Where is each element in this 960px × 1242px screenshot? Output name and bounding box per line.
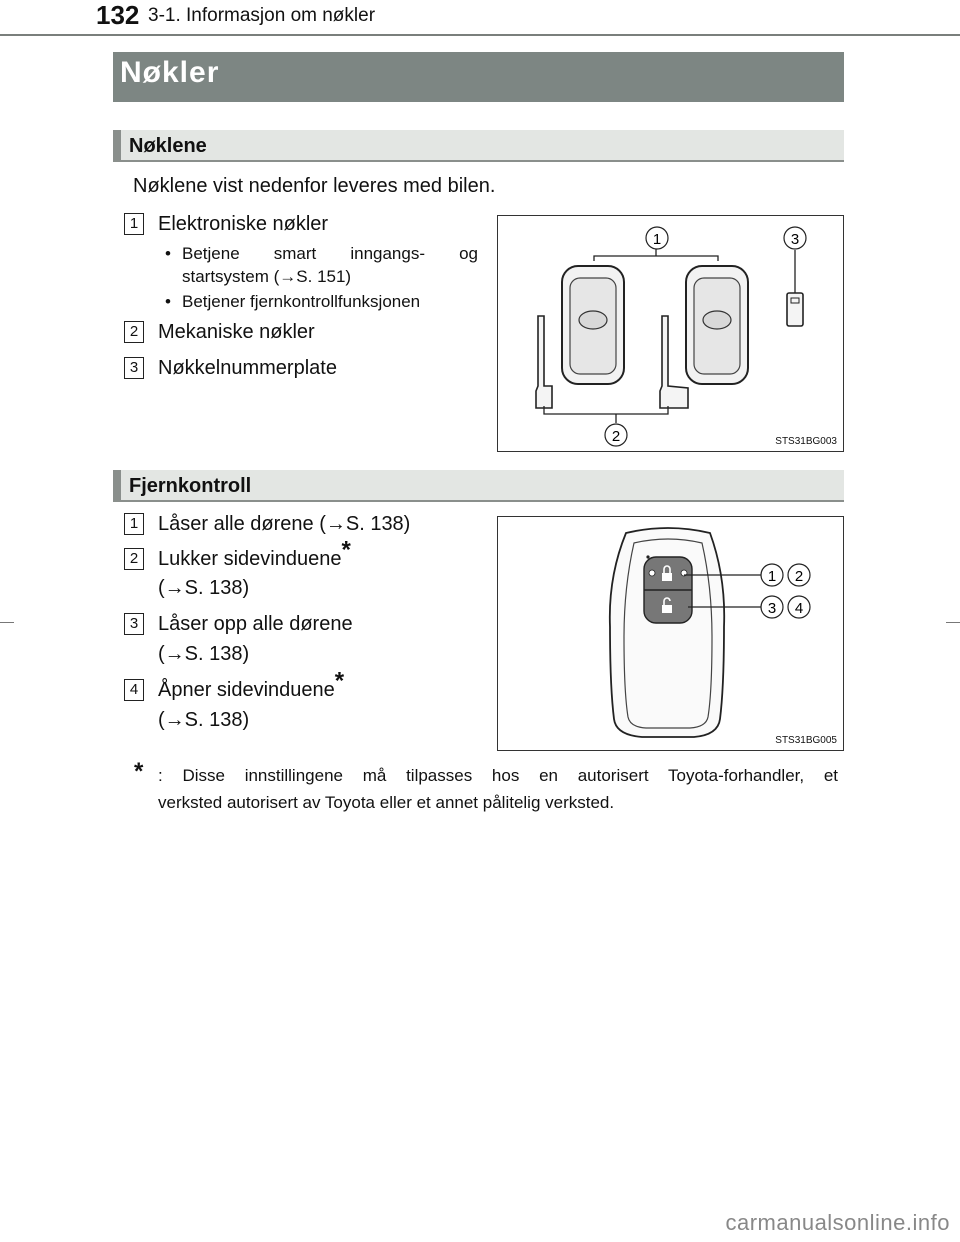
watermark: carmanualsonline.info [725,1210,950,1235]
item-close-windows-ref: (→S. 138) [158,577,250,599]
remote-heading-accent [113,470,121,502]
item-unlock-doors-ref: (→S. 138) [158,643,250,665]
asterisk-mark: * [334,667,345,695]
callout-label: 3 [790,231,800,248]
footnote-marker: * [134,758,144,785]
remote-heading: Fjernkontroll [129,475,252,497]
callout-label: 2 [794,568,804,585]
crop-mark [0,622,14,623]
keys-heading-accent [113,130,121,162]
item-open-windows-text: Åpner sidevinduene [158,679,335,701]
footnote-line-1: : Disse innstillingene må tilpasses hos en autorisert Toyota-forhandler, et [158,766,838,785]
title-bar [113,52,844,102]
remote-illustration [498,517,843,750]
crop-mark [946,622,960,623]
page-number: 132 [96,0,140,30]
bullet-remote-function: Betjener fjernkontrollfunksjonen [182,292,421,311]
item-number-3: 3 [124,357,144,379]
keys-intro: Nøklene vist nedenfor leveres med bilen. [133,175,496,197]
remote-fob-icon [610,528,724,737]
item-close-windows [158,536,351,571]
item-lock-all-doors: Låser alle dørene (→S. 138) [158,513,411,535]
bullet-smart-entry-ref: startsystem (→S. 151) [182,267,352,286]
item-number-1: 1 [124,513,144,535]
callout-label: 1 [652,231,662,248]
keys-illustration [498,216,843,451]
item-close-windows-text: Lukker sidevinduene [158,548,342,570]
item-number-3: 3 [124,613,144,635]
smart-key-fob-icon [562,266,624,384]
bullet-dot: • [165,292,171,311]
item-number-4: 4 [124,679,144,701]
smart-key-fob-icon [686,266,748,384]
item-open-windows-ref: (→S. 138) [158,709,250,731]
item-unlock-doors: Låser opp alle dørene [158,613,353,635]
figure-code: STS31BG003 [775,436,837,447]
figure-code: STS31BG005 [775,735,837,746]
item-key-number-plate: Nøkkelnummerplate [158,357,337,379]
item-number-1: 1 [124,213,144,235]
item-number-2: 2 [124,321,144,343]
footnote-line-2: verksted autorisert av Toyota eller et annet pålitelig verksted. [158,793,615,812]
bullet-smart-entry: Betjene smart inngangs- og [182,244,478,263]
item-mechanical-keys: Mekaniske nøkler [158,321,315,343]
keys-heading-bar [113,130,844,162]
item-number-2: 2 [124,548,144,570]
callout-label: 1 [767,568,777,585]
header-rule [0,34,960,36]
page-title: Nøkler [120,56,220,89]
callout-label: 2 [611,428,621,445]
section-path: 3-1. Informasjon om nøkler [148,5,376,26]
mechanical-key-icon [536,316,552,408]
keys-figure [497,215,844,452]
callout-label: 3 [767,600,777,617]
bullet-dot: • [165,244,171,263]
asterisk-mark: * [341,536,351,564]
mechanical-key-icon [660,316,688,408]
callout-label: 4 [794,600,804,617]
item-open-windows [158,667,345,702]
item-electronic-keys: Elektroniske nøkler [158,213,329,235]
keys-heading: Nøklene [129,135,207,157]
remote-figure [497,516,844,751]
key-number-plate-icon [787,250,803,326]
